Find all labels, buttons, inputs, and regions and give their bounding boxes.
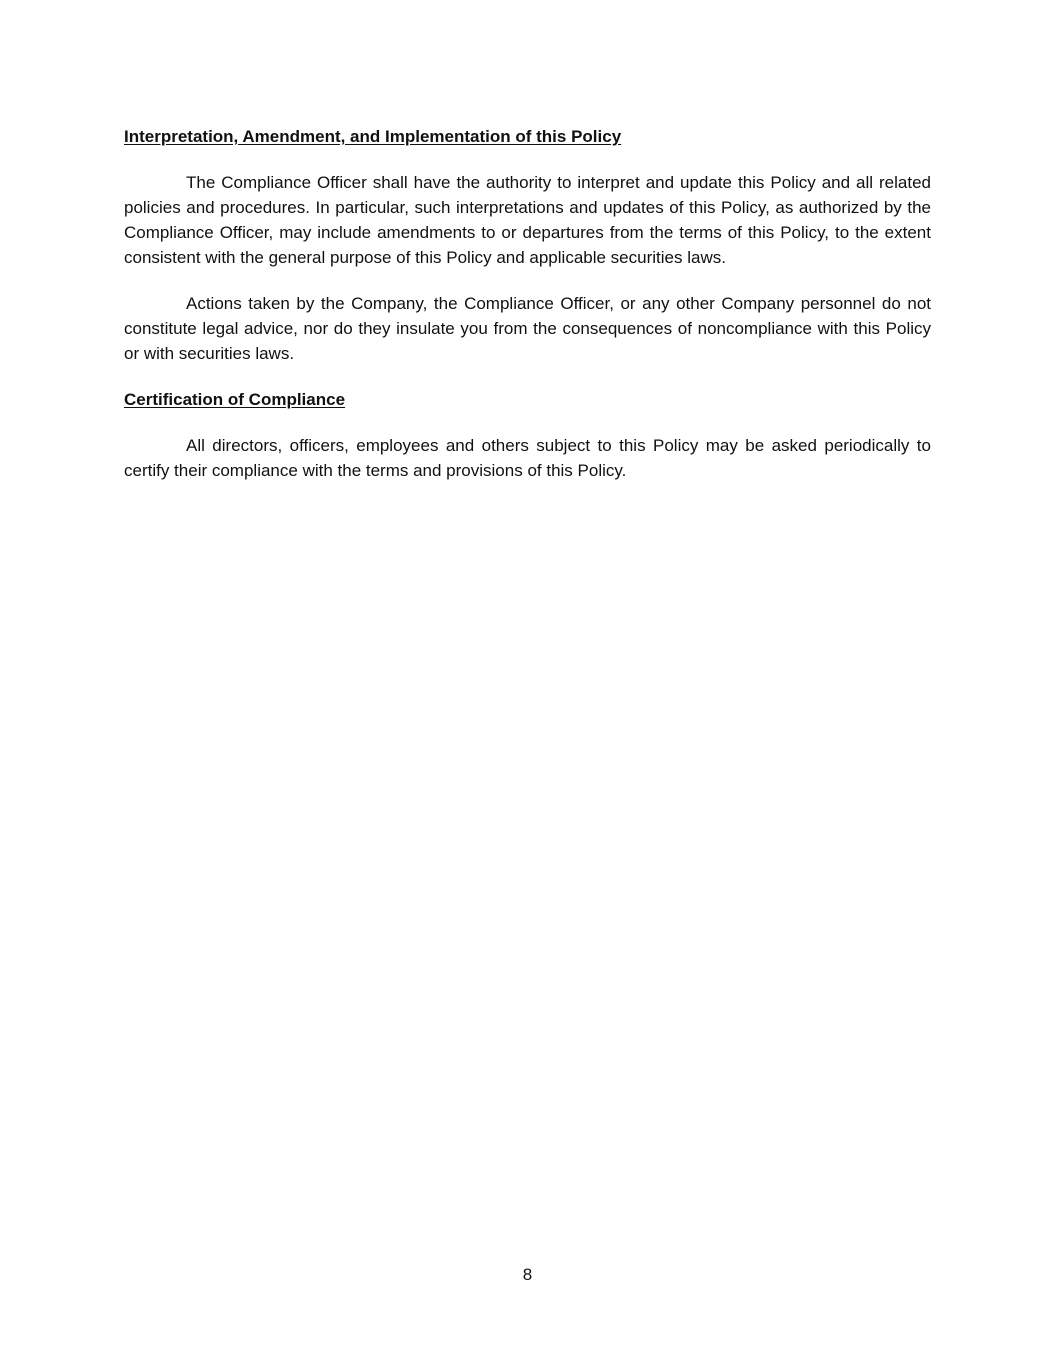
- paragraph-certification: All directors, officers, employees and others subject to this Policy may be asked periodically to certify their compliance with the terms and provisions of this Policy.: [124, 436, 931, 480]
- page-number: 8: [522, 1265, 533, 1284]
- section-heading-interpretation: Interpretation, Amendment, and Implementation of this Policy: [124, 127, 622, 146]
- section-heading-certification: Certification of Compliance: [124, 390, 346, 409]
- document-page: [124, 124, 931, 483]
- paragraph-compliance-officer-authority: The Compliance Officer shall have the authority to interpret and update this Policy and all related policies and procedures. In particular, such interpretations and updates of this Policy, as authorized by the Compliance Officer, may include amendments to or departures from the terms of this Policy, to the extent consistent with the general purpose of this Policy and applicable securities laws.: [124, 173, 931, 267]
- paragraph-actions-not-legal-advice: Actions taken by the Company, the Compliance Officer, or any other Company personnel do not constitute legal advice, nor do they insulate you from the consequences of noncompliance with this Policy or with securities laws.: [124, 294, 931, 363]
